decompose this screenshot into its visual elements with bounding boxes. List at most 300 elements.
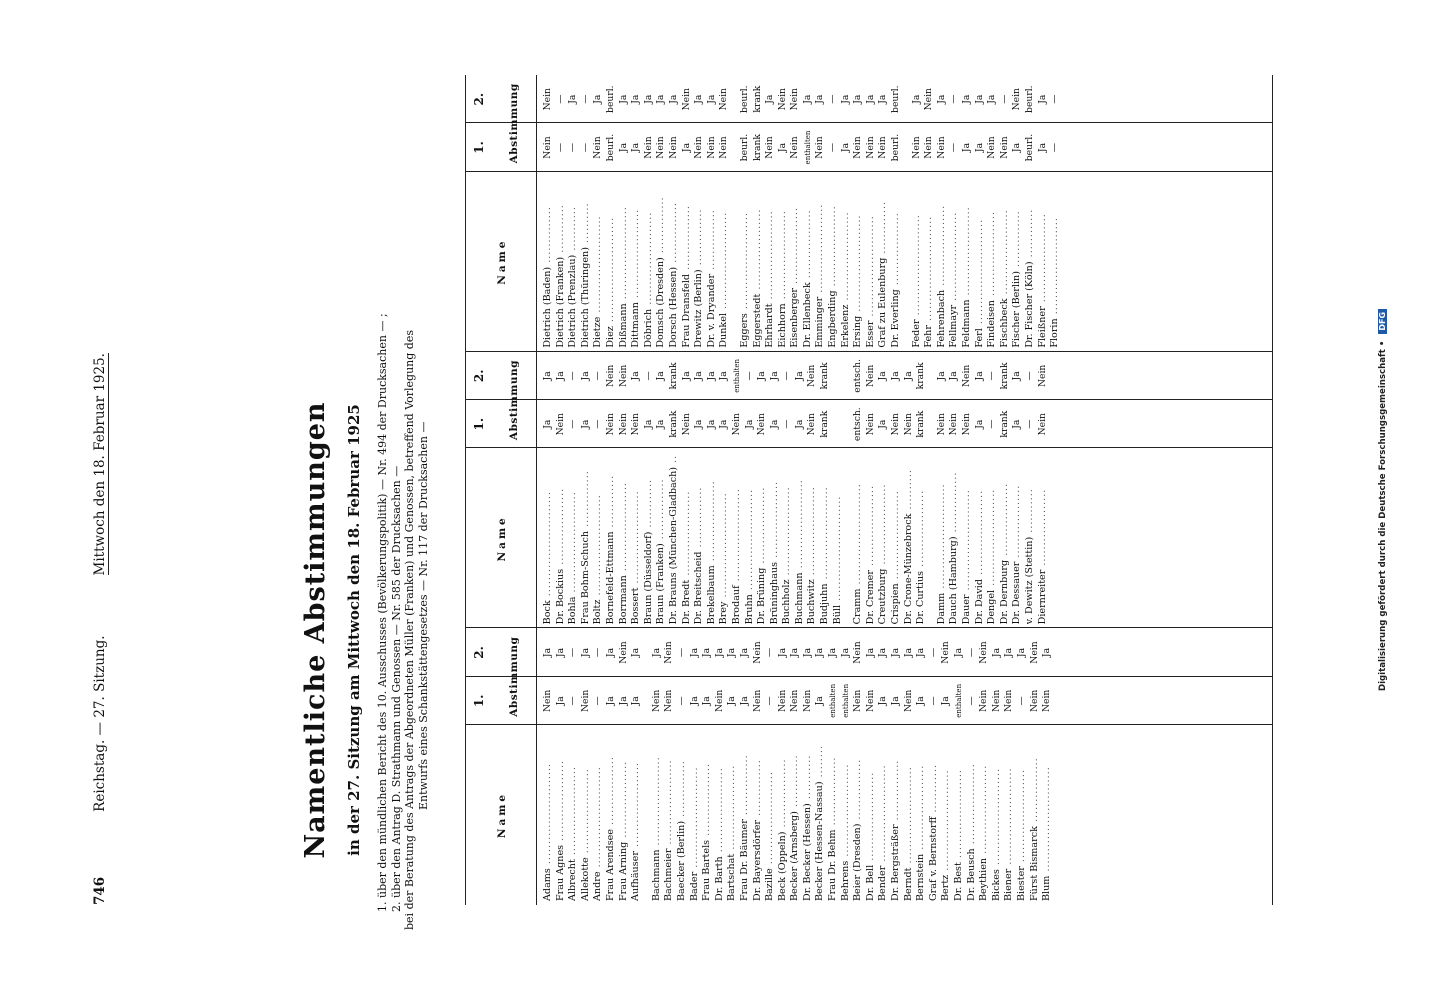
vote-1-value: Ja bbox=[738, 696, 750, 706]
leader-dots: ...................... bbox=[948, 211, 960, 305]
vote-2-value: Ja bbox=[789, 647, 801, 658]
leader-dots: .......................... bbox=[604, 216, 616, 327]
header-vote-1: 1. bbox=[472, 417, 486, 431]
table-row bbox=[789, 75, 802, 352]
vote-2-value: Ja bbox=[567, 94, 579, 104]
member-name: Bazille ....................... bbox=[764, 771, 776, 901]
vote-1-value: — bbox=[1023, 419, 1035, 429]
vote-context: bei der Beratung des Antrags der Abgeordneten Müller (Franken) und Genossen, betreffend Vorlegung des bbox=[403, 329, 416, 930]
table-row bbox=[630, 75, 643, 352]
vote-1-value: krank bbox=[751, 134, 763, 161]
table-row bbox=[718, 352, 731, 629]
member-name: Braun (Düsseldorf) ............ bbox=[642, 478, 654, 625]
leader-dots: ..................... bbox=[663, 759, 675, 849]
vote-2-value: — bbox=[567, 371, 579, 381]
vote-2-value: Nein bbox=[789, 88, 801, 111]
vote-1-value: Ja bbox=[726, 696, 738, 706]
vote-1-value: krank bbox=[915, 410, 927, 438]
table-row bbox=[726, 628, 739, 905]
member-name: Behrens ....................... bbox=[839, 763, 851, 901]
vote-1-value: Nein bbox=[935, 413, 947, 436]
table-row bbox=[890, 352, 903, 629]
table-row bbox=[1011, 75, 1024, 352]
leader-dots: ............... bbox=[705, 209, 717, 274]
member-name: Dr. Cremer .................... bbox=[864, 485, 876, 625]
vote-1-value: — bbox=[675, 696, 687, 706]
member-name: Brey .......................... bbox=[718, 492, 730, 625]
vote-1-value: enthalten bbox=[803, 130, 812, 165]
vote-1-value: Nein bbox=[776, 689, 788, 713]
leader-dots: ...................... bbox=[839, 211, 851, 305]
column-header bbox=[466, 352, 537, 629]
column-header bbox=[466, 75, 537, 352]
member-name: Buchwitz ...................... bbox=[806, 486, 818, 625]
leader-dots: ..................... bbox=[680, 490, 692, 580]
table-row bbox=[827, 628, 840, 905]
vote-1-value: Nein bbox=[864, 689, 876, 713]
vote-2-value: Ja bbox=[630, 94, 642, 104]
vote-1-value: Nein bbox=[751, 689, 763, 713]
vote-1-value: Nein bbox=[663, 689, 675, 713]
vote-1-value: — bbox=[764, 696, 776, 706]
member-name: Frau Arendsee ................. bbox=[604, 756, 616, 901]
vote-2-value: Ja bbox=[814, 94, 826, 104]
table-row bbox=[986, 352, 999, 629]
leader-dots: .................. bbox=[890, 212, 902, 290]
vote-2-value: Ja bbox=[542, 647, 553, 658]
leader-dots: .................... bbox=[554, 759, 566, 845]
leader-dots: .................... bbox=[751, 208, 763, 294]
vote-1-value: — bbox=[948, 142, 960, 153]
member-name: Dr. Everling .................. bbox=[890, 212, 902, 348]
table-row bbox=[681, 352, 694, 629]
vote-2-value: Ja bbox=[701, 647, 713, 658]
vote-2-value: Ja bbox=[650, 647, 662, 658]
table-row bbox=[752, 75, 765, 352]
member-name: Ferl .......................... bbox=[973, 218, 985, 348]
leader-dots: ........................ bbox=[902, 766, 914, 868]
table-row bbox=[840, 628, 853, 905]
table-row bbox=[844, 352, 852, 629]
vote-1-value: Nein bbox=[789, 689, 801, 713]
leader-dots: ......................... bbox=[743, 488, 755, 595]
vote-2-value: — bbox=[781, 371, 793, 381]
leader-dots: ...................... bbox=[630, 208, 642, 303]
vote-1-value: Nein bbox=[764, 136, 776, 159]
vote-2-value: Ja bbox=[655, 371, 667, 381]
table-column-group bbox=[466, 352, 1272, 629]
table-row bbox=[567, 628, 580, 905]
vote-1-value: beurl. bbox=[604, 133, 616, 162]
member-name: Dr. Crone-Münzebrock .......... bbox=[902, 469, 914, 625]
leader-dots: ...................... bbox=[793, 479, 805, 573]
vote-2-value: Ja bbox=[776, 647, 788, 658]
vote-1-value: Ja bbox=[743, 419, 755, 429]
vote-1-value: Ja bbox=[973, 419, 985, 429]
member-name: Dr. Ellenbeck ................. bbox=[801, 209, 813, 348]
vote-1-value: Nein bbox=[1036, 413, 1048, 436]
leader-dots: ......................... bbox=[910, 214, 922, 320]
vote-2-value: Ja bbox=[726, 647, 738, 658]
vote-2-value: Ja bbox=[902, 371, 914, 381]
vote-items bbox=[376, 30, 430, 930]
member-name: Becker (Arnsberg) ............. bbox=[789, 754, 801, 901]
vote-2-value: Nein bbox=[806, 364, 818, 388]
table-row bbox=[655, 75, 668, 352]
vote-1-value: Nein bbox=[1003, 689, 1015, 713]
member-name: Findeisen ..................... bbox=[986, 211, 998, 348]
leader-dots: ...................... bbox=[567, 766, 579, 860]
header-name: Name bbox=[496, 515, 508, 562]
leader-dots: ......................... bbox=[940, 769, 952, 875]
table-row bbox=[764, 75, 777, 352]
table-row bbox=[655, 352, 668, 629]
header-vote-2: 2. bbox=[472, 92, 486, 106]
member-name: Dr. Beusch .................... bbox=[965, 763, 977, 901]
member-name: Dr. Bayersdörfer .............. bbox=[751, 759, 763, 901]
vote-2-value: Ja bbox=[542, 371, 553, 381]
vote-2-value: Nein bbox=[776, 88, 788, 111]
leader-dots: ..................... bbox=[986, 211, 998, 301]
leader-dots: ................. bbox=[801, 209, 813, 283]
table-row bbox=[567, 75, 580, 352]
vote-1-value: Nein bbox=[542, 689, 553, 713]
table-row bbox=[802, 628, 815, 905]
member-name: Dr. Brüning ................... bbox=[756, 486, 768, 625]
vote-1-value: Ja bbox=[617, 696, 629, 706]
vote-1-value: Nein bbox=[667, 136, 679, 159]
vote-1-value: enthalten bbox=[841, 683, 850, 718]
vote-2-value: Nein bbox=[940, 641, 952, 664]
vote-2-value: Ja bbox=[890, 371, 902, 381]
leader-dots: ....................... bbox=[839, 763, 851, 861]
leader-dots: ........ bbox=[814, 744, 826, 782]
vote-1-value: Nein bbox=[604, 413, 616, 436]
member-name: Emminger ...................... bbox=[814, 203, 826, 348]
member-name: Brüninghaus ................... bbox=[768, 480, 780, 625]
leader-dots: ...................... bbox=[617, 482, 629, 576]
vote-2-value: Ja bbox=[877, 371, 889, 381]
page-number: 746 bbox=[92, 876, 108, 905]
table-row bbox=[1016, 628, 1029, 905]
vote-2-value: Ja bbox=[839, 94, 851, 104]
table-row bbox=[877, 352, 890, 629]
leader-dots: .................... bbox=[864, 485, 876, 571]
vote-2-value: Ja bbox=[890, 647, 902, 658]
vote-2-value: Ja bbox=[768, 371, 780, 381]
table-row bbox=[668, 75, 681, 352]
vote-1-value: Ja bbox=[655, 419, 667, 429]
vote-1-value: Nein bbox=[713, 689, 725, 713]
leader-dots: ................... bbox=[617, 760, 629, 842]
vote-2-value: Ja bbox=[617, 94, 629, 104]
member-name: Beier (Dresden) ............... bbox=[852, 758, 864, 901]
dfg-credit bbox=[1378, 5, 1388, 995]
vote-2-value: — bbox=[579, 94, 591, 104]
vote-2-value: beurl. bbox=[738, 85, 750, 113]
member-name: Creutzburg .................... bbox=[877, 483, 889, 625]
member-name: Bader ......................... bbox=[688, 766, 700, 901]
vote-2-value: Ja bbox=[705, 371, 717, 381]
vote-2-value: Nein bbox=[663, 641, 675, 664]
vote-2-value: Ja bbox=[705, 94, 717, 104]
leader-dots: ........................ bbox=[877, 764, 889, 866]
table-row bbox=[865, 75, 878, 352]
member-name: Fellmayr ...................... bbox=[948, 211, 960, 348]
table-row bbox=[794, 352, 807, 629]
vote-1-value: — bbox=[579, 142, 591, 153]
vote-2-value: Ja bbox=[756, 371, 768, 381]
table-row bbox=[827, 75, 840, 352]
table-row bbox=[890, 628, 903, 905]
vote-2-value: Nein bbox=[751, 641, 763, 664]
vote-1-value: beurl. bbox=[1023, 133, 1035, 162]
table-row bbox=[567, 352, 580, 629]
vote-2-value: Ja bbox=[948, 371, 960, 381]
leader-dots: ............ bbox=[927, 763, 939, 817]
leader-dots: .......................... bbox=[831, 495, 843, 605]
vote-2-value: Ja bbox=[655, 94, 667, 104]
vote-2-value: Nein bbox=[718, 88, 730, 111]
table-row bbox=[676, 628, 689, 905]
header-date: Mittwoch den 18. Februar 1925. bbox=[92, 353, 108, 576]
vote-2-value: — bbox=[1023, 371, 1035, 381]
vote-1-value: Nein bbox=[730, 413, 742, 436]
vote-1-value: — bbox=[567, 142, 579, 153]
vote-2-value: Ja bbox=[592, 94, 604, 104]
member-name: Berndt ........................ bbox=[902, 766, 914, 901]
vote-2-value: Ja bbox=[579, 371, 591, 381]
vote-2-value: — bbox=[592, 647, 604, 658]
vote-2-value: Ja bbox=[864, 94, 876, 104]
leader-dots: ............ bbox=[642, 478, 654, 532]
vote-2-value: Ja bbox=[910, 94, 922, 104]
table-row bbox=[714, 628, 727, 905]
table-row bbox=[592, 352, 605, 629]
vote-1-value: Nein bbox=[542, 136, 553, 159]
member-name: Brodauf ....................... bbox=[730, 488, 742, 625]
vote-1-value: krank bbox=[667, 410, 679, 438]
leader-dots: ...................... bbox=[776, 210, 788, 304]
vote-1-value: Nein bbox=[718, 136, 730, 159]
leader-dots: ............... bbox=[890, 759, 902, 825]
vote-1-value: Ja bbox=[630, 696, 642, 706]
table-row bbox=[1024, 75, 1037, 352]
vote-2-value: Ja bbox=[864, 647, 876, 658]
vote-2-value: Ja bbox=[604, 647, 616, 658]
vote-1-value: Nein bbox=[935, 136, 947, 159]
table-row bbox=[777, 628, 790, 905]
leader-dots: .............. bbox=[675, 760, 687, 821]
vote-2-value: Ja bbox=[839, 647, 851, 658]
vote-2-value: Ja bbox=[877, 94, 889, 104]
member-name: Frau Bohm-Schuch .............. bbox=[579, 470, 591, 625]
vote-2-value: Ja bbox=[990, 647, 1002, 658]
vote-1-value: beurl. bbox=[738, 133, 750, 162]
vote-1-value: Nein bbox=[642, 136, 654, 159]
leader-dots: .................... bbox=[705, 480, 717, 566]
vote-1-value: Nein bbox=[630, 413, 642, 436]
member-name: Diernreiter ................... bbox=[1036, 488, 1048, 625]
table-rows bbox=[542, 352, 1049, 629]
table-row bbox=[877, 628, 890, 905]
member-name: Frau Dr. Bäumer ............... bbox=[738, 754, 750, 901]
table-row bbox=[802, 75, 815, 352]
table-row bbox=[961, 75, 974, 352]
vote-2-value: — bbox=[927, 647, 939, 658]
table-row bbox=[693, 75, 706, 352]
member-name: Eisenberger ................... bbox=[789, 207, 801, 348]
header-abstimmung: Abstimmung bbox=[508, 359, 520, 441]
vote-1-value: Ja bbox=[701, 696, 713, 706]
vote-2-value: Nein bbox=[978, 641, 990, 664]
leader-dots: .......................... bbox=[935, 483, 947, 593]
table-row bbox=[1003, 628, 1016, 905]
vote-2-value: Nein bbox=[542, 88, 553, 111]
vote-1-value: Nein bbox=[864, 136, 876, 159]
leader-dots: ...................... bbox=[806, 486, 818, 580]
vote-1-value: Nein bbox=[693, 136, 705, 159]
table-row bbox=[643, 75, 656, 352]
vote-1-value: Nein bbox=[877, 136, 889, 159]
vote-1-value: Ja bbox=[1011, 419, 1023, 429]
vote-1-value: Nein bbox=[923, 136, 935, 159]
vote-2-value: — bbox=[764, 647, 776, 658]
member-name: Frau Dr. Behm ................. bbox=[827, 756, 839, 901]
member-name: Budjuhn ....................... bbox=[819, 486, 831, 625]
dfg-logo: DFG bbox=[1378, 309, 1387, 334]
leader-dots: ...................... bbox=[781, 486, 793, 580]
leader-dots: ....................... bbox=[617, 206, 629, 304]
vote-1-value: Ja bbox=[554, 696, 566, 706]
member-name: Dr. Fischer (Köln) ............ bbox=[1023, 208, 1035, 348]
leader-dots: .................. bbox=[1011, 484, 1023, 562]
member-name: Dißmann ....................... bbox=[617, 206, 629, 348]
member-name: Dr. Dessauer .................. bbox=[1011, 484, 1023, 625]
table-row bbox=[865, 628, 878, 905]
table-row bbox=[605, 628, 618, 905]
vote-1-value: Nein bbox=[789, 136, 801, 159]
leader-dots: ........... bbox=[1023, 488, 1035, 537]
vote-1-value: Nein bbox=[890, 413, 902, 436]
table-row bbox=[986, 75, 999, 352]
member-name: Graf v. Bernstorff ............ bbox=[927, 763, 939, 901]
vote-1-value: Ja bbox=[642, 419, 654, 429]
vote-2-value: Ja bbox=[973, 94, 985, 104]
vote-1-value: Nein bbox=[948, 413, 960, 436]
table-row bbox=[923, 75, 936, 352]
vote-1-value: Ja bbox=[1036, 142, 1048, 153]
vote-2-value: Ja bbox=[630, 371, 642, 381]
leader-dots: .......................... bbox=[542, 490, 553, 601]
vote-2-value: Ja bbox=[915, 647, 927, 658]
vote-1-value: Ja bbox=[693, 419, 705, 429]
vote-2-value: krank bbox=[998, 362, 1010, 390]
vote-2-value: — bbox=[567, 647, 579, 658]
leader-dots: ................ bbox=[680, 205, 692, 274]
member-name: Andre ......................... bbox=[592, 766, 604, 901]
vote-1-value: Ja bbox=[793, 419, 805, 429]
table-row bbox=[1041, 628, 1054, 905]
leader-dots: .................... bbox=[965, 763, 977, 849]
vote-1-value: Ja bbox=[617, 142, 629, 153]
leader-dots: ............... bbox=[667, 202, 679, 267]
vote-1-value: Ja bbox=[768, 419, 780, 429]
leader-dots: ............... bbox=[693, 486, 705, 552]
leader-dots: .............. bbox=[542, 206, 553, 267]
member-name: Bruhn ......................... bbox=[743, 488, 755, 625]
table-row bbox=[1037, 352, 1050, 629]
vote-1-value: Ja bbox=[877, 696, 889, 706]
vote-1-value: Ja bbox=[680, 142, 692, 153]
member-name: Dorsch (Hessen) ............... bbox=[667, 202, 679, 348]
vote-2-value: Nein bbox=[1028, 641, 1040, 664]
vote-1-value: — bbox=[781, 419, 793, 429]
vote-1-value: Nein bbox=[814, 136, 826, 159]
table-row bbox=[903, 75, 911, 352]
leader-dots: ................... bbox=[554, 487, 566, 569]
leader-dots: ..................... bbox=[973, 489, 985, 579]
vote-2-value: beurl. bbox=[890, 85, 902, 113]
member-name: Graf zu Eulenburg ............. bbox=[877, 200, 889, 348]
member-name: Dauch (Hamburg) ............... bbox=[948, 471, 960, 625]
leader-dots: ...................... bbox=[978, 764, 990, 858]
vote-1-value: Nein bbox=[902, 689, 914, 713]
table-row bbox=[852, 628, 865, 905]
leader-dots: ............ bbox=[1023, 208, 1035, 262]
member-name: Büll .......................... bbox=[831, 495, 843, 625]
vote-1-value: Nein bbox=[592, 136, 604, 159]
vote-1-value: Nein bbox=[705, 136, 717, 159]
vote-2-value: — bbox=[986, 371, 998, 381]
leader-dots: ...................... bbox=[764, 210, 776, 304]
leader-dots: .. bbox=[667, 454, 679, 467]
leader-dots: ........... bbox=[801, 754, 813, 804]
member-name: Dauer ......................... bbox=[961, 489, 972, 625]
member-name: Döbrich ....................... bbox=[642, 211, 654, 348]
leader-dots: .............. bbox=[655, 196, 667, 258]
vote-2-value: Ja bbox=[713, 647, 725, 658]
member-name: Dietrich (Franken) ............ bbox=[554, 204, 566, 348]
vote-item-2: 2. über den Antrag D. Strathmann und Genossen — Nr. 585 der Drucksachen — bbox=[389, 465, 403, 912]
vote-1-value: Nein bbox=[961, 413, 972, 436]
member-name: Esser ......................... bbox=[864, 215, 876, 348]
vote-2-value: Ja bbox=[693, 371, 705, 381]
running-title: Reichstag. — 27. Sitzung. bbox=[92, 635, 108, 812]
member-name: Eggers ........................ bbox=[738, 211, 750, 348]
member-name: Biester ....................... bbox=[1015, 768, 1027, 901]
leader-dots: ....................... bbox=[1015, 768, 1027, 867]
member-name: Blum .......................... bbox=[1041, 766, 1053, 901]
member-name: Bachmeier ..................... bbox=[663, 759, 675, 901]
table-row bbox=[630, 352, 643, 629]
table-row bbox=[903, 628, 916, 905]
member-name: Dr. David ..................... bbox=[973, 489, 985, 625]
member-name: Bornefeld-Ettmann ............. bbox=[604, 474, 616, 625]
member-name: Eggerstedt .................... bbox=[751, 208, 763, 348]
vote-2-value: Nein bbox=[923, 88, 935, 111]
leader-dots: ...................... bbox=[890, 490, 902, 584]
table-row bbox=[953, 628, 966, 905]
table-row bbox=[739, 628, 752, 905]
table-row bbox=[592, 628, 605, 905]
vote-1-value: Nein bbox=[978, 689, 990, 713]
vote-1-value: — bbox=[927, 696, 939, 706]
member-name: Florin ........................ bbox=[1049, 217, 1061, 348]
member-name: Frau Arning ................... bbox=[617, 760, 629, 901]
vote-2-value: Ja bbox=[877, 647, 889, 658]
member-name: v. Dewitz (Stettin) ........... bbox=[1023, 488, 1035, 625]
